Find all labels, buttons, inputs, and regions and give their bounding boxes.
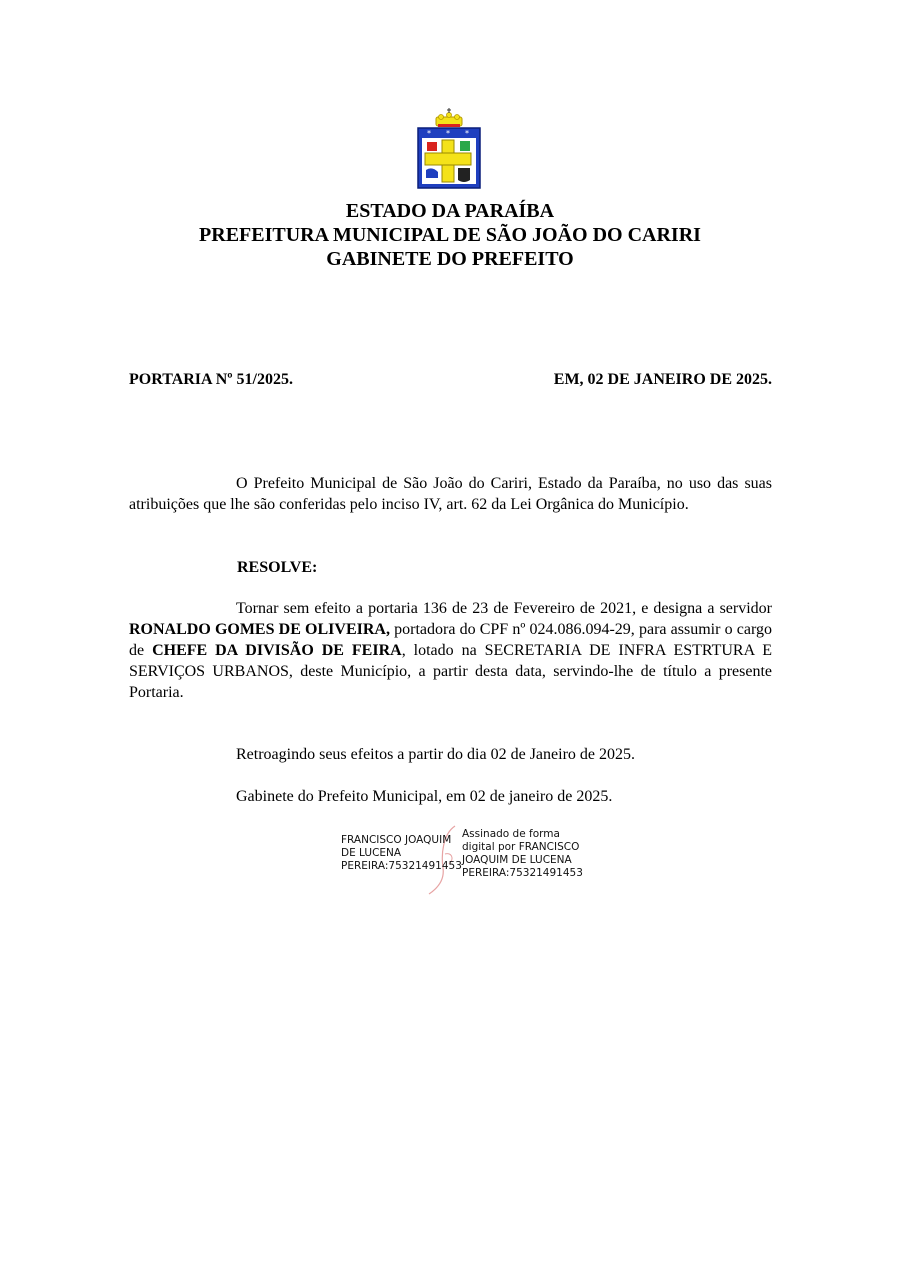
coat-of-arms-icon	[414, 108, 484, 194]
signature-signer	[341, 834, 466, 873]
signer-line-3: PEREIRA:75321491453	[341, 860, 462, 872]
signature-detail-2: digital por FRANCISCO	[462, 841, 580, 853]
signature-detail-3: JOAQUIM DE LUCENA	[462, 854, 572, 866]
digital-signature	[341, 826, 591, 898]
svg-text:*: *	[465, 129, 469, 138]
header-gabinete: GABINETE DO PREFEITO	[326, 248, 574, 270]
resolution-text-b: portadora do CPF nº 024.086.094-29, para assumir o cargo de	[129, 621, 772, 659]
svg-text:*: *	[427, 129, 431, 138]
servant-name: RONALDO GOMES DE OLIVEIRA,	[129, 621, 390, 638]
resolve-heading: RESOLVE:	[237, 559, 318, 576]
signature-detail-1: Assinado de forma	[462, 828, 560, 840]
portaria-number: PORTARIA Nº 51/2025.	[129, 371, 293, 388]
intro-paragraph: O Prefeito Municipal de São João do Cariri, Estado da Paraíba, no uso das suas atribuições que lhe são conferidas pelo inciso IV, art. 62 da Lei Orgânica do Município.	[129, 475, 772, 513]
gabinete-paragraph: Gabinete do Prefeito Municipal, em 02 de janeiro de 2025.	[236, 788, 613, 805]
header-state: ESTADO DA PARAÍBA	[345, 200, 555, 222]
svg-text:*: *	[446, 129, 450, 138]
position-title: CHEFE DA DIVISÃO DE FEIRA	[152, 642, 402, 659]
signature-details	[462, 828, 592, 880]
retroactive-paragraph: Retroagindo seus efeitos a partir do dia 02 de Janeiro de 2025.	[236, 746, 635, 763]
document-header	[0, 199, 900, 271]
resolution-text-c: , lotado na SECRETARIA DE INFRA ESTRTURA E SERVIÇOS URBANOS, deste Município, a partir desta data, servindo-lhe de título a presente Portaria.	[129, 642, 773, 701]
resolution-text-a: Tornar sem efeito a portaria 136 de 23 de Fevereiro de 2021, e designa a servidor	[236, 600, 772, 617]
signer-line-2: DE LUCENA	[341, 847, 402, 859]
portaria-date: EM, 02 DE JANEIRO DE 2025.	[553, 371, 772, 388]
signature-detail-4: PEREIRA:75321491453	[462, 867, 583, 879]
header-prefeitura: PREFEITURA MUNICIPAL DE SÃO JOÃO DO CARIRI	[199, 224, 701, 246]
resolution-paragraph	[129, 598, 772, 703]
signer-line-1: FRANCISCO JOAQUIM	[341, 834, 452, 846]
